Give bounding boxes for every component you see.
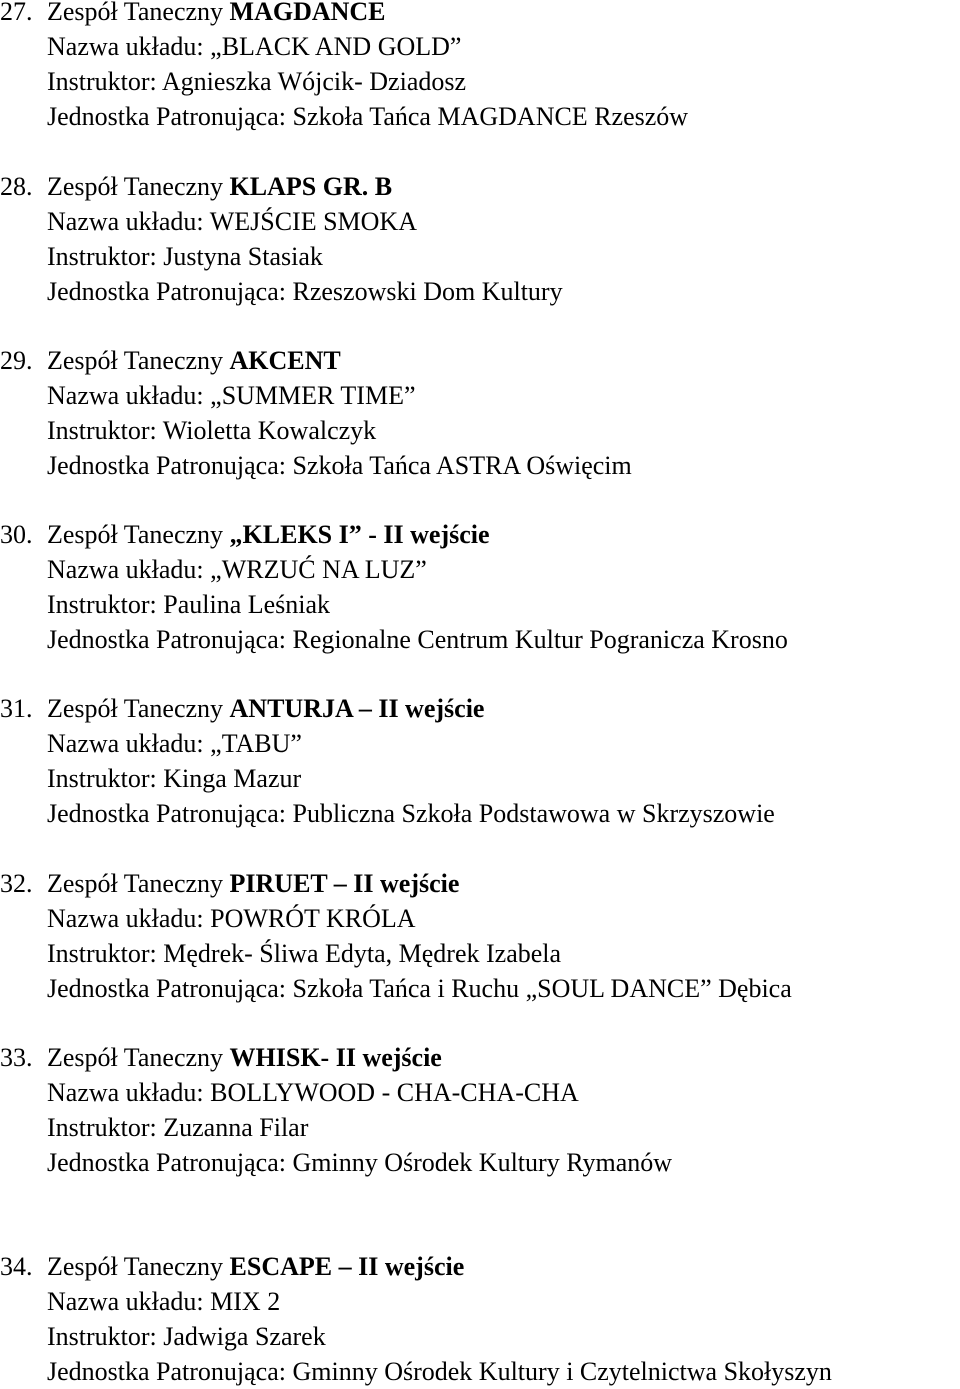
- patron-line: Jednostka Patronująca: Gminny Ośrodek Kultury i Czytelnictwa Skołyszyn: [47, 1357, 832, 1386]
- patron-line: Jednostka Patronująca: Szkoła Tańca i Ruchu „SOUL DANCE” Dębica: [47, 974, 792, 1003]
- ensemble-name: AKCENT: [229, 346, 341, 375]
- entry-27: [0, 0, 960, 134]
- patron-line: Jednostka Patronująca: Regionalne Centrum Kultur Pogranicza Krosno: [47, 625, 788, 654]
- ensemble-name: PIRUET – II wejście: [229, 869, 460, 898]
- entry-30: [0, 517, 960, 657]
- entry-prefix: Zespół Taneczny: [47, 172, 224, 201]
- entry-33: [0, 1040, 960, 1180]
- entry-heading: [0, 1249, 960, 1284]
- entry-number: 31.: [0, 694, 33, 723]
- entry-heading: [0, 517, 960, 552]
- patron-line: Jednostka Patronująca: Szkoła Tańca ASTRA Oświęcim: [47, 451, 632, 480]
- entry-31: [0, 691, 960, 831]
- entry-number: 29.: [0, 346, 33, 375]
- patron-line: Jednostka Patronująca: Rzeszowski Dom Kultury: [47, 277, 563, 306]
- entry-prefix: Zespół Taneczny: [47, 346, 224, 375]
- ensemble-name: WHISK- II wejście: [229, 1043, 442, 1072]
- patron-line: Jednostka Patronująca: Szkoła Tańca MAGDANCE Rzeszów: [47, 102, 689, 131]
- entry-prefix: Zespół Taneczny: [47, 520, 224, 549]
- patron-line: Jednostka Patronująca: Gminny Ośrodek Kultury Rymanów: [47, 1148, 673, 1177]
- entry-prefix: Zespół Taneczny: [47, 1252, 224, 1281]
- routine-line: Nazwa układu: BOLLYWOOD - CHA-CHA-CHA: [47, 1078, 579, 1107]
- ensemble-name: MAGDANCE: [229, 0, 386, 26]
- instructor-line: Instruktor: Kinga Mazur: [47, 764, 302, 793]
- instructor-line: Instruktor: Agnieszka Wójcik- Dziadosz: [47, 67, 467, 96]
- entry-number: 28.: [0, 172, 33, 201]
- entry-prefix: Zespół Taneczny: [47, 0, 224, 26]
- routine-line: Nazwa układu: „TABU”: [47, 729, 302, 758]
- routine-line: Nazwa układu: „BLACK AND GOLD”: [47, 32, 462, 61]
- entry-34: [0, 1249, 960, 1389]
- entry-28: [0, 169, 960, 309]
- instructor-line: Instruktor: Jadwiga Szarek: [47, 1322, 326, 1351]
- entry-number: 34.: [0, 1252, 33, 1281]
- ensemble-name: „KLEKS I” - II wejście: [229, 520, 490, 549]
- routine-line: Nazwa układu: POWRÓT KRÓLA: [47, 904, 416, 933]
- entry-heading: [0, 866, 960, 901]
- entry-heading: [0, 0, 960, 29]
- instructor-line: Instruktor: Wioletta Kowalczyk: [47, 416, 377, 445]
- entry-number: 33.: [0, 1043, 33, 1072]
- entry-32: [0, 866, 960, 1006]
- instructor-line: Instruktor: Paulina Leśniak: [47, 590, 331, 619]
- routine-line: Nazwa układu: „WRZUĆ NA LUZ”: [47, 555, 427, 584]
- ensemble-name: ANTURJA – II wejście: [229, 694, 485, 723]
- routine-line: Nazwa układu: WEJŚCIE SMOKA: [47, 207, 417, 236]
- routine-line: Nazwa układu: „SUMMER TIME”: [47, 381, 416, 410]
- entry-heading: [0, 691, 960, 726]
- instructor-line: Instruktor: Zuzanna Filar: [47, 1113, 309, 1142]
- routine-line: Nazwa układu: MIX 2: [47, 1287, 281, 1316]
- entry-heading: [0, 343, 960, 378]
- entry-prefix: Zespół Taneczny: [47, 1043, 224, 1072]
- entry-heading: [0, 169, 960, 204]
- entry-prefix: Zespół Taneczny: [47, 694, 224, 723]
- instructor-line: Instruktor: Justyna Stasiak: [47, 242, 323, 271]
- ensemble-name: KLAPS GR. B: [229, 172, 393, 201]
- entry-number: 32.: [0, 869, 33, 898]
- patron-line: Jednostka Patronująca: Publiczna Szkoła Podstawowa w Skrzyszowie: [47, 799, 775, 828]
- instructor-line: Instruktor: Mędrek- Śliwa Edyta, Mędrek Izabela: [47, 939, 562, 968]
- ensemble-name: ESCAPE – II wejście: [229, 1252, 465, 1281]
- entry-29: [0, 343, 960, 483]
- entry-number: 27.: [0, 0, 33, 26]
- entry-prefix: Zespół Taneczny: [47, 869, 224, 898]
- entry-heading: [0, 1040, 960, 1075]
- entry-number: 30.: [0, 520, 33, 549]
